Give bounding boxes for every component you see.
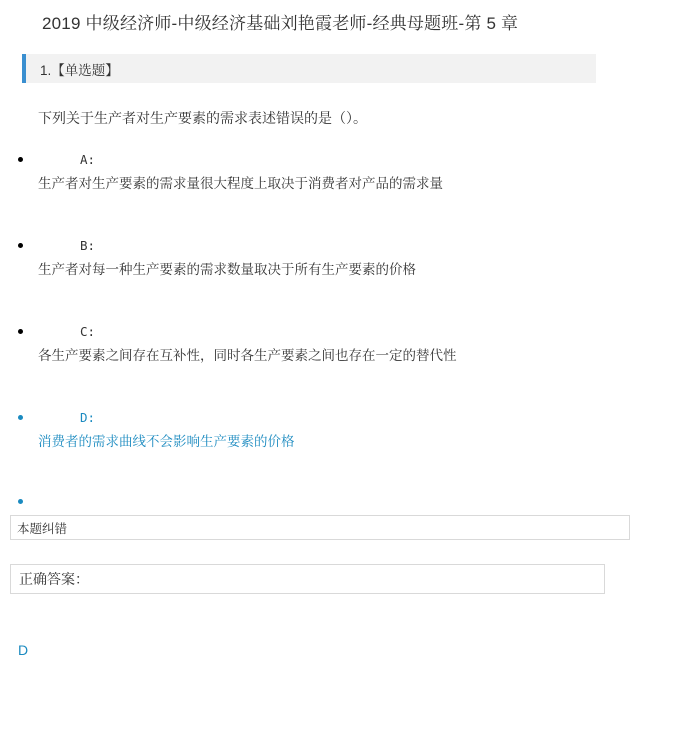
option-text: 消费者的需求曲线不会影响生产要素的价格 <box>38 434 295 449</box>
correct-answer-box <box>10 564 605 594</box>
question-number-bar <box>22 54 596 83</box>
option-letter: C: <box>80 324 96 339</box>
question-stem: 下列关于生产者对生产要素的需求表述错误的是（）。 <box>38 110 367 126</box>
bullet-icon <box>18 415 23 420</box>
question-number-label: 1.【单选题】 <box>40 62 119 78</box>
bullet-icon <box>18 243 23 248</box>
course-title-bar <box>0 0 678 46</box>
correct-answer-label: 正确答案： <box>19 571 89 587</box>
option-text: 各生产要素之间存在互补性，同时各生产要素之间也存在一定的替代性 <box>38 348 457 363</box>
bullet-icon <box>18 499 23 504</box>
option-letter: A: <box>80 152 96 167</box>
report-error-label[interactable]: 本题纠错 <box>17 521 68 536</box>
option-list-trailing-marker <box>0 495 678 511</box>
option-text: 生产者对每一种生产要素的需求数量取决于所有生产要素的价格 <box>38 262 416 277</box>
option-letter: D: <box>80 410 96 425</box>
correct-answer-value: D <box>18 642 29 658</box>
option-text: 生产者对生产要素的需求量很大程度上取决于消费者对产品的需求量 <box>38 176 443 191</box>
option-letter: B: <box>80 238 96 253</box>
page-title: 2019 中级经济师-中级经济基础刘艳霞老师-经典母题班-第 5 章 <box>42 14 519 33</box>
options-list <box>0 151 678 511</box>
bullet-icon <box>18 157 23 162</box>
option-b[interactable] <box>0 237 678 293</box>
report-error-bar[interactable] <box>10 515 630 540</box>
option-a[interactable] <box>0 151 678 207</box>
option-d[interactable] <box>0 409 678 465</box>
option-c[interactable] <box>0 323 678 379</box>
bullet-icon <box>18 329 23 334</box>
